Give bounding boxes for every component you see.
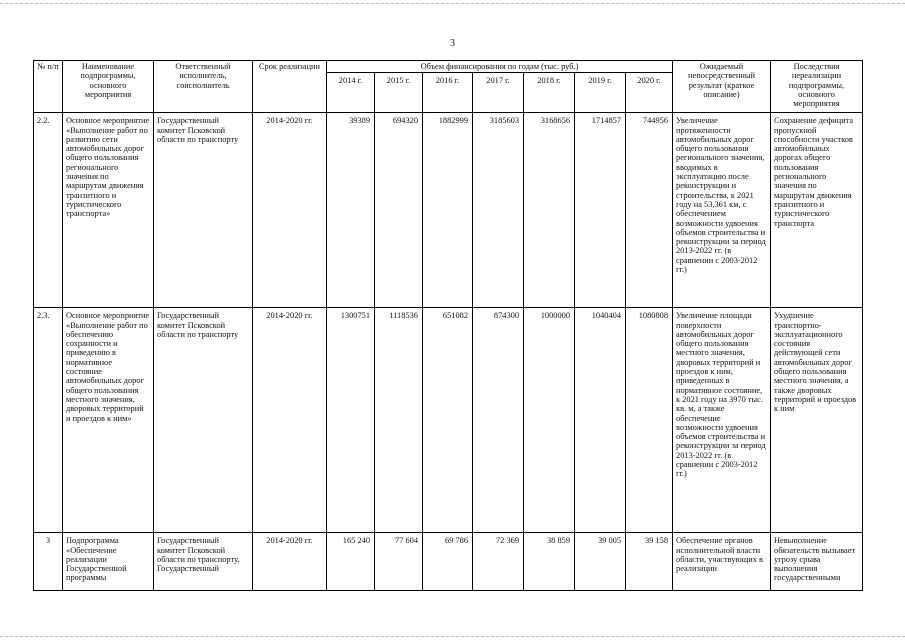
row-term-text: 2014-2020 гг. bbox=[266, 536, 313, 546]
row-name: Основное мероприятие «Выполнение работ по обеспечению сохранности и приведению в нормативное состояние автомобильных дорог общего пользования местного значения, дворовых территорий и проездов к ним» bbox=[63, 308, 154, 533]
row-number: 2.3. bbox=[34, 308, 63, 533]
row-consequence bbox=[771, 533, 863, 591]
header-name: Наименование подпрограммы, основного мероприятия bbox=[63, 61, 154, 113]
value-2016: 69 786 bbox=[423, 533, 473, 591]
value-2020: 39 158 bbox=[626, 533, 673, 591]
header-year-2017: 2017 г. bbox=[473, 73, 524, 113]
value-2015: 1118536 bbox=[375, 308, 423, 533]
row-number bbox=[34, 533, 63, 591]
value-2017: 72 369 bbox=[473, 533, 524, 591]
row-term: 2014-2020 гг. bbox=[253, 308, 327, 533]
table-row bbox=[34, 533, 863, 591]
row-result-text: Обеспечение органов исполнительной власти области, участвующих в реализации bbox=[676, 536, 763, 574]
header-financing: Объем финансирования по годам (тыс. руб.) bbox=[327, 61, 673, 73]
row-responsible: Государственный комитет Псковской области по транспорту bbox=[154, 308, 253, 533]
header-result: Ожидаемый непосредственный результат (краткое описание) bbox=[673, 61, 771, 113]
header-no: № п/п bbox=[34, 61, 63, 113]
row-name-text: Подпрограмма «Обеспечение реализации Государственной программы bbox=[66, 536, 127, 583]
header-consequences: Последствия нереализации подпрограммы, основного мероприятия bbox=[771, 61, 863, 113]
row-responsible: Государственный комитет Псковской области по транспорту bbox=[154, 113, 253, 308]
value-2017: 874300 bbox=[473, 308, 524, 533]
row-name bbox=[63, 533, 154, 591]
row-responsible-text: Государственный комитет Псковской области по транспорту, Государственный bbox=[157, 536, 240, 574]
row-number-text: 3 bbox=[45, 536, 51, 546]
value-2018: 1000000 bbox=[524, 308, 575, 533]
value-2019: 39 005 bbox=[575, 533, 626, 591]
row-consequence: Сохранение дефицита пропускной способности участков автомобильных дорогах общего пользования регионального значения по маршрутам движения транзитного и туристического транспорта bbox=[771, 113, 863, 308]
scan-bottom-edge bbox=[0, 636, 905, 637]
row-term: 2014-2020 гг. bbox=[253, 113, 327, 308]
value-2019: 1714857 bbox=[575, 113, 626, 308]
scan-top-edge bbox=[0, 3, 905, 4]
value-2015: 77 604 bbox=[375, 533, 423, 591]
header-year-2016: 2016 г. bbox=[423, 73, 473, 113]
value-2020: 1080808 bbox=[626, 308, 673, 533]
value-2020: 744956 bbox=[626, 113, 673, 308]
row-responsible bbox=[154, 533, 253, 591]
header-year-2014: 2014 г. bbox=[327, 73, 375, 113]
value-2014: 165 240 bbox=[327, 533, 375, 591]
value-2018: 3168656 bbox=[524, 113, 575, 308]
value-2017: 3185603 bbox=[473, 113, 524, 308]
row-name: Основное мероприятие «Выполнение работ по развитию сети автомобильных дорог общего пользования регионального значения по маршрутам движения транзитного и туристического транспорта» bbox=[63, 113, 154, 308]
value-2015: 694320 bbox=[375, 113, 423, 308]
value-2016: 1882999 bbox=[423, 113, 473, 308]
financing-table bbox=[33, 60, 863, 591]
row-term bbox=[253, 533, 327, 591]
header-year-2018: 2018 г. bbox=[524, 73, 575, 113]
value-2018: 38 859 bbox=[524, 533, 575, 591]
page-number: 3 bbox=[450, 38, 455, 49]
header-year-2020: 2020 г. bbox=[626, 73, 673, 113]
header-year-2019: 2019 г. bbox=[575, 73, 626, 113]
header-term: Срок реализации bbox=[253, 61, 327, 113]
value-2019: 1040404 bbox=[575, 308, 626, 533]
row-consequence-text: Невыполнение обязательств вызывает угрозу срыва выполнения государственными bbox=[774, 536, 856, 583]
header-responsible: Ответственный исполнитель, соисполнитель bbox=[154, 61, 253, 113]
table-row bbox=[34, 113, 863, 308]
row-result: Увеличение протяженности автомобильных дорог общего пользования регионального значения, вводимых в эксплуатацию после реконструкции и строительства, к 2021 году на 53,361 км, с обеспечением возможности удвоения объемов строительства и реконструкции за период 2013-2022 гг. (в сравнении с 2003-2012 гг.) bbox=[673, 113, 771, 308]
value-2016: 651082 bbox=[423, 308, 473, 533]
value-2014: 39389 bbox=[327, 113, 375, 308]
table-row bbox=[34, 308, 863, 533]
row-result bbox=[673, 533, 771, 591]
header-year-2015: 2015 г. bbox=[375, 73, 423, 113]
row-number: 2.2. bbox=[34, 113, 63, 308]
row-consequence: Ухудшение транспортно-эксплуатационного состояния действующей сети автомобильных дорог общего пользования местного значения, а также дворовых территорий и проездов к ним bbox=[771, 308, 863, 533]
row-result: Увеличение площади поверхности автомобильных дорог общего пользования местного значения, дворовых территорий и проездов к ним, приведенных в нормативное состояние, к 2021 году на 3970 тыс. кв. м, а также обеспечение возможности удвоения объемов строительства и реконструкции за период 2013-2022 гг. (в сравнении с 2003-2012 гг.) bbox=[673, 308, 771, 533]
value-2014: 1300751 bbox=[327, 308, 375, 533]
